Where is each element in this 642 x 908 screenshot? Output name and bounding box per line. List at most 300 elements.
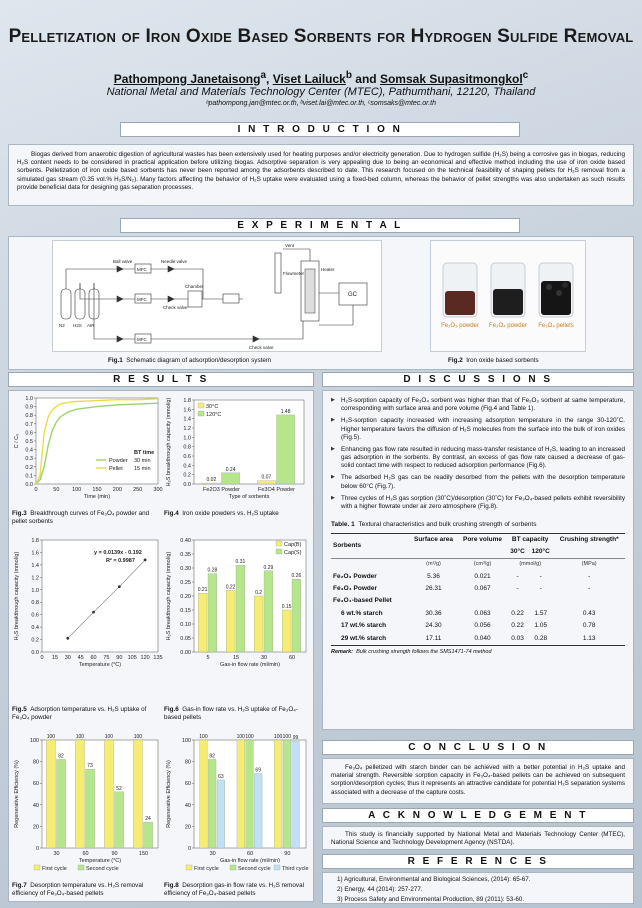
- fig6-ytick-label: 0.30: [180, 566, 191, 572]
- fig1-part-11: Check valve: [249, 345, 274, 350]
- poster-title: Pelletization of Iron Oxide Based Sorbents for Hydrogen Sulfide Removal: [8, 26, 634, 47]
- fig7-data-label: 100: [104, 734, 114, 740]
- fig5-ytick-label: 0.0: [31, 650, 39, 656]
- table1-cell-name: Fe₃O₄-based Pellet: [333, 597, 392, 605]
- fig6-bar: [226, 590, 235, 652]
- fig8-caption-text: Desorption gas-in flow rate vs. H₂S removal efficiency of Fe₃O₄-based pellets: [164, 882, 304, 897]
- fig8-legend-label: Second cycle: [238, 866, 271, 872]
- fig6-legend-label: Cap(B): [284, 542, 302, 548]
- table1-cell-cs: 0.43: [582, 609, 596, 617]
- reference-item: 2) Energy, 44 (2014): 257-277.: [337, 886, 423, 894]
- fig4-caption: [164, 510, 312, 518]
- table1-col-pore: Pore volume: [463, 535, 503, 543]
- fig3-ytick-label: 0.0: [25, 482, 33, 488]
- fig8-data-label: 69: [255, 767, 261, 774]
- fig6-ytick-label: 0.25: [180, 580, 191, 586]
- fig8-data-label: 100: [236, 734, 245, 740]
- fig6-xtick-label: 15: [232, 655, 240, 661]
- fig5-caption: [12, 706, 162, 721]
- fig3-xtick-label: 250: [133, 487, 143, 493]
- fig3-caption: [12, 510, 162, 525]
- table1-cell-sa: 24.30: [425, 622, 442, 630]
- fig7-xtick-label: 90: [111, 851, 118, 857]
- fig8-data-label: 99: [292, 735, 299, 742]
- fig6-data-label: 0.26: [291, 573, 302, 580]
- fig8-x-axis-label: Gas-in flow rate (ml/min): [220, 858, 280, 864]
- fig7-bar: [104, 740, 113, 848]
- fig4-ytick-label: 0.0: [183, 482, 191, 488]
- section-heading-conclusion: C O N C L U S I O N: [322, 740, 634, 755]
- reference-item: 3) Process Safety and Environmental Production, 89 (2011): 53-60.: [337, 896, 525, 904]
- fig5-ytick-label: 0.4: [31, 625, 39, 632]
- fig3-ytick-label: 1.0: [25, 396, 33, 402]
- table1-col-30: 30°C: [510, 547, 525, 555]
- fig8-data-label: 63: [218, 773, 224, 780]
- references-panel: [322, 872, 634, 904]
- fig3-ytick-label: 0.3: [25, 456, 33, 463]
- fig6-bar: [282, 610, 291, 652]
- fig3-ytick-label: 0.9: [25, 404, 33, 411]
- author-sep-2: and: [351, 72, 380, 86]
- fig8-ytick-label: 100: [181, 738, 191, 744]
- fig4-svg: [164, 392, 312, 504]
- fig6-legend-swatch: [276, 541, 282, 546]
- fig1-part-3: MFC: [137, 267, 147, 272]
- fig5-xtick-label: 75: [103, 655, 110, 661]
- fig1-part-5: MFC: [137, 337, 147, 342]
- introduction-text: Biogas derived from anaerobic digestion of agricultural wastes has been extensively used for heating purposes and/or electricity generation. Due to hydrogen sulfide (H₂S) being a corrosive gas in biogas, reducing H₂S content needs to be considered in practical application before utilizing biogas. Adsorptive separation is very appealing due to being an economical and effective method including the use of iron oxide based sorbents. Pelletization of iron oxide based sorbents has never been reported among the adsorbents described to date. This research focused on the technical feasibility of shaping pellets for H₂S removal from a simulated gas stream (0.35 vol.% H₂S/N₂). Many factors affecting the behavior of H₂S uptake were evaluated using a fixed-bed column, whereas the behavior of pellet strengths was also undertaken as such results provide beneficial data for designing gas separation processes.: [8, 144, 634, 206]
- fig7-data-label: 52: [116, 785, 122, 792]
- author-sep-1: ,: [266, 72, 273, 86]
- fig4-ytick-label: 0.6: [183, 454, 191, 460]
- fig4-bar: [222, 473, 240, 484]
- discussion-list: [331, 397, 625, 511]
- fig1-part-2: AIR: [87, 323, 95, 328]
- table1-label: Table. 1: [331, 521, 355, 529]
- table1-col-sorbents: Sorbents: [333, 541, 362, 549]
- fig3-ytick-label: 0.4: [25, 447, 33, 454]
- fig6-data-label: 0.15: [281, 604, 292, 610]
- fig8-ytick-label: 60: [184, 781, 191, 788]
- fig3-ytick-label: 0.6: [25, 430, 33, 437]
- fig3-xtick-label: 50: [53, 487, 60, 493]
- fig6-data-label: 0.22: [225, 584, 236, 591]
- fig7-legend-swatch: [78, 865, 84, 870]
- fig8-legend-swatch: [274, 865, 280, 870]
- table1-cell-pv: 0.067: [474, 584, 491, 592]
- fig3-legend-value: 15 min: [134, 466, 151, 472]
- fig5-y-axis-label: H₂S breakthrough capacity (mmol/g): [14, 551, 20, 641]
- fig5-point: [118, 585, 121, 588]
- fig1-part-0: N2: [59, 323, 65, 328]
- fig6-bar: [198, 593, 207, 652]
- fig4-caption-text: Iron oxide powders vs. H₂S uptake: [182, 510, 279, 517]
- fig2-label: Fig.2: [448, 357, 463, 364]
- fig5-caption-text: Adsorption temperature vs. H₂S uptake of Fe₃O₄ powder: [12, 706, 147, 721]
- fig2-caption: [448, 357, 628, 365]
- table1-row: [331, 595, 625, 607]
- fig5-xtick-label: 45: [77, 655, 84, 661]
- fig3-y-axis-label: C / C₀: [14, 433, 20, 449]
- fig4-bar: [257, 481, 275, 484]
- fig6-x-axis-label: Gas-in flow rate (ml/min): [220, 662, 280, 668]
- fig7-label: Fig.7: [12, 882, 27, 889]
- table1-col-surface: Surface area: [413, 535, 454, 543]
- table1-row: [331, 583, 625, 595]
- fig7-svg: [12, 734, 164, 882]
- table1-cell-pv: 0.056: [474, 622, 491, 630]
- fig7-data-label: 24: [145, 816, 151, 823]
- fig3-xtick-label: 100: [72, 487, 82, 493]
- table1-row: [331, 620, 625, 632]
- table1: [331, 533, 625, 647]
- table1-cell-sa: [409, 595, 458, 607]
- fig1-part-13: GC: [348, 292, 357, 298]
- fig5-x-axis-label: Temperature (°C): [78, 662, 122, 668]
- fig8-bar: [283, 740, 291, 848]
- table1-cell-sa: 5.36: [427, 572, 440, 580]
- table1-cell-sa: 17.11: [425, 634, 442, 642]
- fig3-caption-text: Breakthrough curves of Fe₃O₄ powder and pellet sorbents: [12, 510, 150, 525]
- fig2-vial-3: [539, 263, 573, 317]
- fig1-part-9: Chamber: [185, 284, 204, 289]
- fig4-legend-swatch: [198, 411, 204, 416]
- fig6-caption-text: Gas-in flow rate vs. H₂S uptake of Fe₃O₄-based pellets: [164, 706, 298, 721]
- fig5-label: Fig.5: [12, 706, 27, 713]
- table1-col-120: 120°C: [531, 547, 550, 555]
- section-heading-experimental: E X P E R I M E N T A L: [120, 218, 520, 233]
- table1-cell-name: Fe₃O₄ Powder: [333, 584, 378, 592]
- conclusion-text: Fe₃O₄ pelletized with starch binder can be achieved with a better potential in H₂S uptake and material strength. Reversible sorption capacity in Fe₃O₄-based pellets can be achieved on subsequent sorption/desorption cycles; thus it represents an attractive candidate for potential H₂S separation systems associated with a decrease of the capture costs.: [322, 758, 634, 804]
- fig6-ytick-label: 0.40: [180, 538, 191, 544]
- fig8-bar: [292, 741, 300, 848]
- fig1-part-10: Heater: [321, 267, 335, 272]
- table1-cell-name: 17 wt.% starch: [341, 622, 387, 630]
- fig4-bar: [202, 483, 220, 484]
- fig5-chart: [12, 534, 164, 704]
- fig8-caption: [164, 882, 312, 897]
- fig6-ytick-label: 0.35: [180, 552, 191, 558]
- fig4-ytick-label: 1.0: [183, 435, 191, 442]
- fig6-ytick-label: 0.10: [180, 622, 191, 628]
- fig1-part-14: Vent: [285, 243, 295, 248]
- fig6-xtick-label: 60: [288, 655, 296, 661]
- fig7-data-label: 100: [46, 734, 56, 740]
- table1-unit-pv: (cm³/g): [473, 561, 492, 568]
- fig8-y-axis-label: Regenerative Efficiency (%): [166, 760, 172, 828]
- fig8-data-label: 100: [273, 734, 283, 740]
- fig1-part-7: Needle valve: [161, 259, 188, 264]
- fig4-ytick-label: 0.2: [183, 472, 191, 479]
- fig7-bar: [46, 740, 55, 848]
- fig1-part-1: H2S: [73, 323, 82, 328]
- discussion-item: ▶ Three cycles of H₂S gas sorption (30˚C)/desorption (30˚C) for Fe₃O₄-based pellets exhibit reversibility with a higher flowrate under air zero atmosphere (Fig.8).: [331, 495, 625, 511]
- table1-cell-name: 6 wt.% starch: [341, 609, 383, 617]
- section-heading-acknowledgement: A C K N O W L E D G E M E N T: [322, 808, 634, 823]
- fig7-data-label: 100: [133, 734, 143, 740]
- fig2-photo: [430, 240, 586, 352]
- table1-cell-pv: [458, 595, 507, 607]
- table1-cell-c120: [528, 595, 553, 607]
- table1-cell-name: 29 wt.% starch: [341, 634, 387, 642]
- fig8-ytick-label: 20: [184, 824, 191, 831]
- fig8-bar: [237, 740, 245, 848]
- fig7-bar: [144, 822, 153, 848]
- affiliation: National Metal and Materials Technology Center (MTEC), Pathumthani, 12120, Thailand: [106, 86, 536, 98]
- table1-row: [331, 608, 625, 620]
- fig6-xtick-label: 5: [206, 655, 210, 661]
- table1-cell-c30: [507, 595, 528, 607]
- fig7-ytick-label: 0: [35, 846, 39, 852]
- fig7-legend-swatch: [34, 865, 40, 870]
- fig7-bar: [86, 769, 95, 848]
- section-heading-introduction: I N T R O D U C T I O N: [120, 122, 520, 137]
- section-heading-discussions: D I S C U S S I O N S: [322, 372, 634, 387]
- fig6-label: Fig.6: [164, 706, 179, 713]
- fig5-point: [66, 637, 69, 640]
- fig4-legend-label: 120°C: [206, 412, 222, 418]
- author-3: Somsak Supasitmongkol: [379, 72, 523, 86]
- fig5-ytick-label: 0.6: [31, 612, 39, 619]
- fig4-ytick-label: 1.4: [183, 416, 191, 423]
- table1-unit-cs: (MPa): [581, 561, 597, 568]
- fig5-ytick-label: 1.8: [31, 538, 39, 544]
- fig1-part-12: Flowmeter: [283, 271, 305, 276]
- fig7-xtick-label: 150: [138, 851, 149, 857]
- fig5-svg: [12, 534, 164, 704]
- email-list: ᵃpathompong.jan@mtec.or.th, ᵇviset.lai@mtec.or.th, ᶜsomsaks@mtec.or.th: [205, 100, 437, 107]
- acknowledgement-text: This study is financially supported by National Metal and Materials Technology Center (MTEC), National Science and Technology Development Agency (NSTDA).: [322, 826, 634, 850]
- fig4-ytick-label: 1.2: [183, 426, 191, 432]
- fig3-xtick-label: 300: [153, 487, 163, 493]
- fig6-bar: [254, 596, 263, 652]
- fig5-xtick-label: 0: [40, 655, 44, 661]
- table1-cell-cs: 0.78: [582, 622, 596, 630]
- fig6-data-label: 0.28: [207, 567, 218, 574]
- fig3-legend-label: Powder: [109, 458, 128, 464]
- fig1-part-4: MFC: [137, 297, 147, 302]
- fig7-ytick-label: 20: [32, 824, 39, 831]
- table1-row: [331, 633, 625, 645]
- reference-item: 1) Agricultural, Environmental and Biological Sciences, (2014): 65-67.: [337, 876, 531, 883]
- table1-cell-c120: -: [539, 584, 542, 592]
- table1-unit-sa: (m²/g): [426, 561, 441, 568]
- table1-remark: [331, 649, 625, 656]
- fig1-part-8: Check valve: [163, 305, 188, 310]
- fig7-bar: [75, 740, 84, 848]
- fig6-legend-label: Cap(S): [284, 550, 302, 556]
- table1-cell-cs: [553, 595, 625, 607]
- fig3-legend-value: 30 min: [134, 458, 151, 464]
- fig4-data-label: 0.02: [206, 477, 217, 484]
- table1-cell-cs: -: [588, 572, 591, 580]
- fig7-caption: [12, 882, 162, 897]
- fig4-x-axis-label: Type of sorbents: [228, 494, 270, 500]
- fig8-bar: [208, 759, 216, 848]
- fig5-point: [92, 611, 95, 614]
- fig8-legend-swatch: [186, 865, 192, 870]
- fig4-y-axis-label: H₂S breakthrough capacity (mmol/g): [166, 397, 172, 487]
- table1-cell-c30: -: [516, 584, 519, 592]
- fig4-legend-swatch: [198, 403, 204, 408]
- table1-cell-pv: 0.040: [474, 634, 491, 642]
- fig2-image: [431, 241, 587, 353]
- fig4-chart: [164, 392, 312, 504]
- fig6-bar: [264, 571, 273, 652]
- fig5-ytick-label: 1.2: [31, 575, 39, 582]
- fig8-bar: [217, 780, 225, 848]
- fig2-vial-2: [491, 263, 525, 317]
- table1-remark-text: Bulk crushing strength follows the SMS1471-74 method: [356, 649, 492, 656]
- fig6-data-label: 0.2: [255, 590, 263, 596]
- fig3-label: Fig.3: [12, 510, 27, 517]
- fig3-svg: [12, 392, 164, 504]
- fig8-legend-label: First cycle: [194, 866, 219, 872]
- fig2-vial-1: [443, 263, 477, 317]
- fig3-ytick-label: 0.7: [25, 421, 33, 428]
- fig8-ytick-label: 80: [184, 759, 191, 766]
- fig5-xtick-label: 90: [116, 655, 123, 661]
- fig3-xtick-label: 150: [92, 487, 102, 493]
- table1-col-crushing: Crushing strength*: [559, 535, 619, 543]
- fig8-bar: [274, 740, 282, 848]
- table1-grid: [331, 534, 625, 646]
- fig8-chart: [164, 734, 312, 882]
- discussion-item: ▶ The adsorbed H₂S gas can be readily desorbed from the pellets with the desorption temperature below 60°C (Fig.7).: [331, 474, 625, 490]
- plot-area: [42, 540, 158, 652]
- fig1-schematic: [52, 240, 382, 352]
- table1-cell-sa: 26.31: [425, 584, 442, 592]
- fig4-ytick-label: 1.8: [183, 398, 191, 404]
- fig5-ytick-label: 0.2: [31, 637, 39, 644]
- table1-cell-c120: 1.05: [534, 622, 548, 630]
- fig7-caption-text: Desorption temperature vs. H₂S removal efficiency of Fe₃O₄-based pellets: [12, 882, 144, 897]
- fig3-ytick-label: 0.2: [25, 464, 33, 471]
- fig1-caption: [108, 357, 388, 365]
- table1-cell-cs: 1.13: [582, 634, 596, 642]
- fig8-bar: [200, 740, 208, 848]
- fig4-ytick-label: 0.4: [183, 463, 191, 470]
- table1-cell-name: Fe₂O₃ Powder: [333, 572, 377, 580]
- author-2: Viset Lailuck: [272, 72, 346, 86]
- fig6-ytick-label: 0.15: [180, 608, 191, 614]
- fig3-ytick-label: 0.8: [25, 413, 33, 420]
- fig1-part-6: Ball valve: [113, 259, 133, 264]
- fig3-x-axis-label: Time (min): [83, 494, 111, 500]
- fig7-legend-label: Second cycle: [86, 866, 119, 872]
- fig6-bar: [236, 565, 245, 652]
- fig6-bar: [292, 579, 301, 652]
- section-heading-references: R E F E R E N C E S: [322, 854, 634, 869]
- fig6-caption: [164, 706, 312, 721]
- fig7-xtick-label: 30: [53, 851, 60, 857]
- table1-cell-c120: 0.28: [534, 634, 548, 642]
- fig2-sample-2: Fe₃O₄ powder: [489, 323, 527, 329]
- fig4-data-label: 1.48: [280, 408, 291, 415]
- fig3-chart: [12, 392, 164, 504]
- reference-list: [337, 876, 619, 905]
- author-3-sup: c: [522, 70, 529, 81]
- fig4-xtick-label: Fe3O4 Powder: [258, 487, 295, 493]
- fig7-ytick-label: 60: [32, 781, 39, 788]
- fig7-x-axis-label: Temperature (°C): [78, 858, 122, 864]
- author-2-sup: b: [345, 70, 352, 81]
- table1-col-bt: BT capacity: [511, 535, 549, 543]
- fig6-ytick-label: 0.20: [180, 594, 191, 600]
- table1-remark-label: Remark:: [331, 649, 354, 656]
- fig3-legend-title: BT time: [134, 450, 155, 456]
- fig8-xtick-label: 30: [209, 851, 216, 857]
- table1-title: [331, 521, 625, 529]
- author-1: Pathompong Janetaisong: [113, 72, 261, 86]
- fig8-data-label: 100: [199, 734, 208, 740]
- fig6-data-label: 0.29: [263, 564, 274, 571]
- table1-cell-pv: 0.063: [474, 609, 491, 617]
- fig5-xtick-label: 120: [140, 655, 150, 661]
- fig6-ytick-label: 0.05: [180, 636, 191, 642]
- table1-cell-c30: -: [516, 572, 519, 580]
- fig8-xtick-label: 90: [284, 851, 291, 857]
- fig6-y-axis-label: H₂S breakthrough capacity (mmol/g): [166, 551, 172, 641]
- discussions-panel: [322, 390, 634, 730]
- fig4-xtick-label: Fe2O3 Powder: [203, 487, 240, 493]
- fig7-data-label: 73: [87, 763, 93, 770]
- fig5-xtick-label: 15: [51, 655, 58, 661]
- table1-cell-sa: 30.36: [425, 609, 442, 617]
- fig3-xtick-label: 0: [34, 487, 38, 493]
- table1-cell-c120: 1.57: [534, 609, 548, 617]
- fig4-legend-label: 30°C: [206, 404, 219, 410]
- fig5-equation: y = 0.0139x - 0.192: [94, 550, 142, 556]
- fig4-ytick-label: 0.8: [183, 444, 191, 451]
- fig1-caption-text: Schematic diagram of adsorption/desorption system: [126, 357, 272, 364]
- fig5-xtick-label: 30: [64, 655, 71, 661]
- fig7-xtick-label: 60: [82, 851, 89, 857]
- fig8-ytick-label: 0: [187, 846, 191, 852]
- fig7-data-label: 100: [75, 734, 85, 740]
- fig6-chart: [164, 534, 312, 704]
- table1-cell-cs: -: [588, 584, 591, 592]
- fig5-r-squared: R² = 0.9987: [106, 558, 135, 564]
- discussion-item: ▶ H₂S-sorption capacity increased with increasing adsorption temperature in the range 30-120˚C. Higher temperature favors the diffusion of H₂S molecules from the surface into the bulk of iron oxides (Fig.5).: [331, 417, 625, 442]
- fig3-ytick-label: 0.1: [25, 473, 33, 480]
- fig5-xtick-label: 60: [90, 655, 97, 661]
- section-heading-results: R E S U L T S: [8, 372, 314, 387]
- fig8-legend-swatch: [230, 865, 236, 870]
- fig3-xtick-label: 200: [112, 487, 122, 493]
- fig4-data-label: 0.07: [261, 474, 272, 481]
- fig8-data-label: 100: [245, 734, 254, 740]
- fig1-label: Fig.1: [108, 357, 123, 364]
- discussion-item: ▶ H₂S-sorption capacity of Fe₃O₄ sorbent was higher than that of Fe₂O₃ sorbent at same temperature, corresponding with surface area and pore volume (Fig.4 and Table 1).: [331, 397, 625, 413]
- fig5-xtick-label: 105: [127, 655, 137, 661]
- fig6-legend-swatch: [276, 549, 282, 554]
- fig2-sample-1: Fe₂O₃ powder: [441, 323, 479, 329]
- fig4-label: Fig.4: [164, 510, 179, 517]
- fig6-xtick-label: 30: [260, 655, 268, 661]
- fig8-data-label: 82: [209, 753, 215, 760]
- fig7-bar: [57, 759, 66, 848]
- fig5-ytick-label: 0.8: [31, 600, 39, 607]
- fig8-bar: [254, 773, 262, 848]
- fig4-data-label: 0.24: [225, 466, 236, 473]
- fig6-ytick-label: 0.00: [180, 650, 191, 656]
- fig7-y-axis-label: Regenerative Efficiency (%): [14, 760, 20, 828]
- fig7-data-label: 82: [58, 753, 64, 760]
- fig6-svg: [164, 534, 312, 704]
- fig5-ytick-label: 1.4: [31, 562, 39, 569]
- fig7-legend-label: First cycle: [42, 866, 67, 872]
